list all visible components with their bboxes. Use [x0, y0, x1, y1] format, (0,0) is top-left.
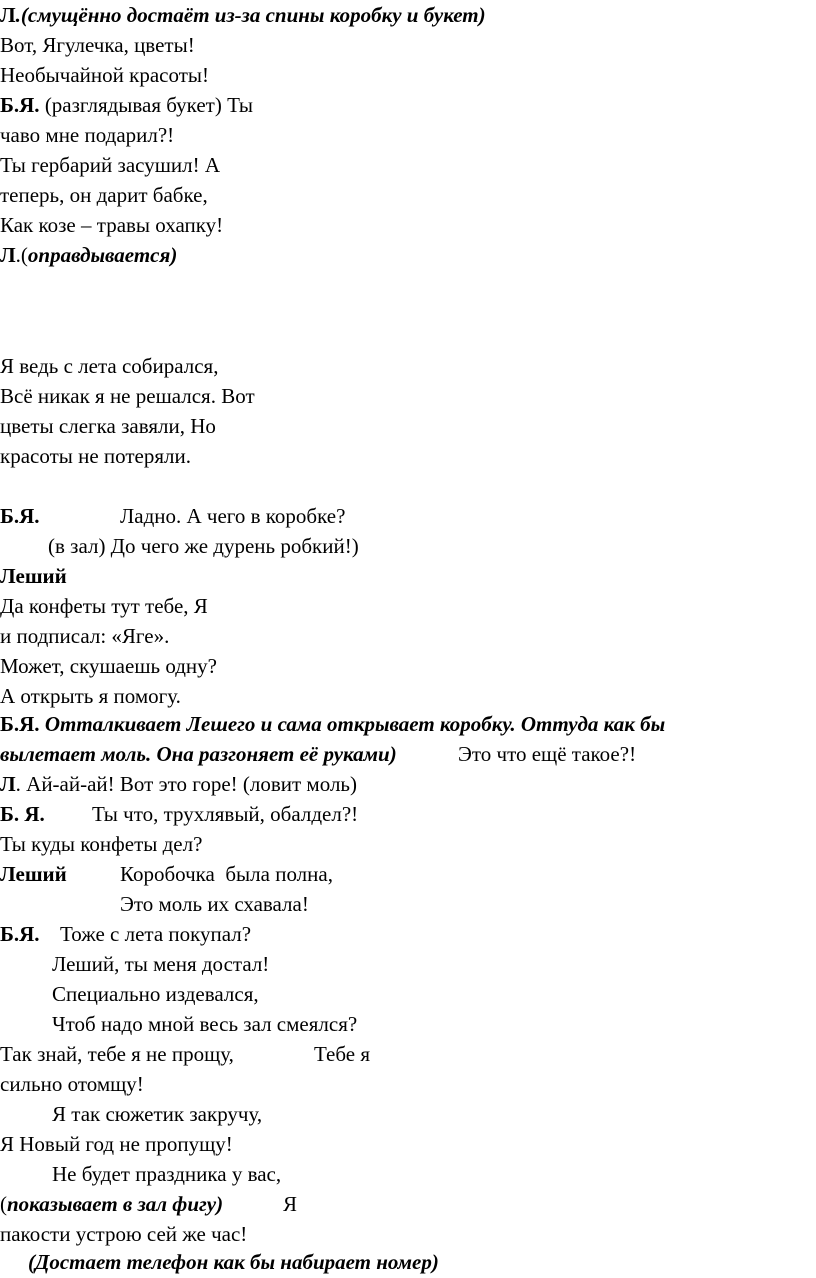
stage-direction-line: Л.(оправдывается) — [0, 243, 178, 267]
dialogue-text: Так знай, тебе я не прощу, — [0, 1042, 234, 1066]
dialogue-line: Необычайной красоты! — [0, 63, 209, 87]
stage-direction-line — [0, 709, 665, 739]
dialogue-line: Да конфеты тут тебе, Я — [0, 594, 208, 618]
stage-direction-line — [0, 0, 486, 30]
dialogue-text: Тоже с лета покупал? — [60, 922, 252, 946]
dialogue-line: чаво мне подарил?! — [0, 123, 175, 147]
speaker-name: Б.Я. — [0, 93, 40, 117]
dialogue-line: А открыть я помогу. — [0, 684, 181, 708]
dialogue-line: Это моль их схавала! — [120, 892, 309, 916]
dialogue-line — [0, 919, 252, 949]
dialogue-line: Специально издевался, — [52, 982, 259, 1006]
speaker-name: Леший — [0, 862, 67, 886]
dialogue-line — [0, 1039, 370, 1069]
dialogue-line: красоты не потеряли. — [0, 444, 191, 468]
speaker-name: Б.Я. — [0, 922, 40, 946]
dialogue-line: цветы слегка завяли, Но — [0, 414, 216, 438]
dialogue-text: Это что ещё такое?! — [458, 742, 637, 766]
speaker-name: Б.Я. — [0, 504, 40, 528]
stage-direction-line: (показывает в зал фигу) Я — [0, 1189, 223, 1219]
speaker-name: Леший — [0, 564, 67, 588]
dialogue-line: Леший, ты меня достал! — [52, 952, 270, 976]
dialogue-line: Не будет праздника у вас, — [52, 1162, 282, 1186]
speaker-name: Л — [0, 772, 16, 796]
stage-direction: .(смущённо достаёт из-за спины коробку и букет) — [15, 3, 486, 27]
dialogue-line: Ты куды конфеты дел? — [0, 832, 203, 856]
dialogue-text: Коробочка была полна, — [120, 862, 333, 886]
dialogue-line: Я ведь с лета собирался, — [0, 354, 219, 378]
speaker-name: Б.Я. — [0, 712, 40, 736]
dialogue-line — [0, 501, 346, 531]
dialogue-line: (в зал) До чего же дурень робкий!) — [48, 534, 359, 558]
dialogue-line: Я так сюжетик закручу, — [52, 1102, 263, 1126]
dialogue-text: Ты что, трухлявый, обалдел?! — [92, 802, 359, 826]
dialogue-line — [0, 769, 357, 799]
dialogue-text: (разглядывая букет) Ты — [39, 93, 253, 117]
stage-direction: вылетает моль. Она разгоняет её руками) — [0, 742, 397, 766]
stage-direction-line — [0, 739, 637, 769]
dialogue-line — [0, 859, 333, 889]
dialogue-line: теперь, он дарит бабке, — [0, 183, 208, 207]
dialogue-line: пакости устрою сей же час! — [0, 1222, 248, 1246]
speaker-name: Л — [0, 3, 16, 27]
speaker-name: Л — [0, 243, 16, 267]
dialogue-line: Чтоб надо мной весь зал смеялся? — [52, 1012, 358, 1036]
stage-direction: показывает в зал фигу) — [7, 1192, 224, 1216]
dialogue-line: Я Новый год не пропущу! — [0, 1132, 233, 1156]
dialogue-line: и подписал: «Яге». — [0, 624, 170, 648]
stage-direction: оправдывается) — [27, 243, 178, 267]
stage-direction: Отталкивает Лешего и сама открывает коробку. Оттуда как бы — [39, 712, 666, 736]
dialogue-text: Тебе я — [314, 1042, 370, 1066]
dialogue-text: Я — [283, 1192, 298, 1216]
speaker-name: Б. Я. — [0, 802, 45, 826]
dialogue-text: Ладно. А чего в коробке? — [120, 504, 346, 528]
dialogue-line: Всё никак я не решался. Вот — [0, 384, 255, 408]
dialogue-line: Вот, Ягулечка, цветы! — [0, 33, 195, 57]
dialogue-line — [0, 90, 253, 120]
dialogue-line: Как козе – травы охапку! — [0, 213, 224, 237]
dialogue-line — [0, 799, 359, 829]
dialogue-line: Может, скушаешь одну? — [0, 654, 217, 678]
dialogue-text: . Ай-ай-ай! Вот это горе! (ловит моль) — [15, 772, 357, 796]
dialogue-line: сильно отомщу! — [0, 1072, 144, 1096]
stage-direction: (Достает телефон как бы набирает номер) — [28, 1250, 439, 1274]
dialogue-line: Ты гербарий засушил! А — [0, 153, 220, 177]
